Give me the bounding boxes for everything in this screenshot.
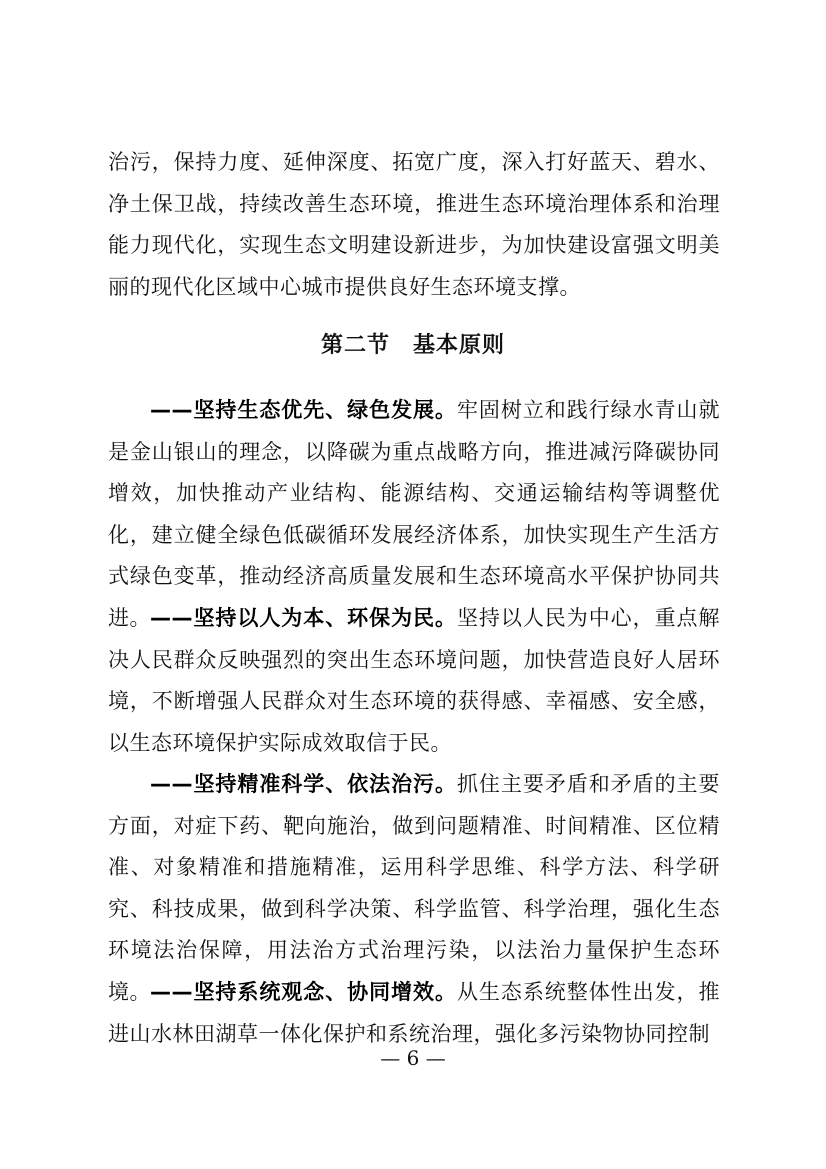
principle-lead-2: ——坚持以人为本、环保为民。 xyxy=(150,606,457,630)
section-heading: 第二节 基本原则 xyxy=(320,332,505,358)
page-number: — 6 — xyxy=(380,1046,446,1070)
principle-lead-1: ——坚持生态优先、绿色发展。 xyxy=(150,398,457,422)
principle-paragraph-2 xyxy=(108,598,720,764)
principle-lead-4: ——坚持系统观念、协同增效。 xyxy=(150,980,457,1004)
principle-paragraph-4 xyxy=(108,972,720,1055)
intro-paragraph: 治污，保持力度、延伸深度、拓宽广度，深入打好蓝天、碧水、净土保卫战，持续改善生态环境，推进生态环境治理体系和治理能力现代化，实现生态文明建设新进步，为加快建设富强文明美丽的现代化区域中心城市提供良好生态环境支撑。 xyxy=(108,150,720,299)
principle-text-4: 从生态系统整体性出发，推进山水林田湖草一体化保护和系统治理，强化多污染物协同控制 xyxy=(108,980,721,1046)
principle-lead-3: ——坚持精准科学、依法治污。 xyxy=(150,772,457,796)
principle-text-2: 坚持以人民为中心，重点解决人民群众反映强烈的突出生态环境问题，加快营造良好人居环境，不断增强人民群众对生态环境的获得感、幸福感、安全感，以生态环境保护实际成效取信于民。 xyxy=(108,606,721,755)
principle-text-1: 牢固树立和践行绿水青山就是金山银山的理念，以降碳为重点战略方向，推进减污降碳协同增效，加快推动产业结构、能源结构、交通运输结构等调整优化，建立健全绿色低碳循环发展经济体系，加快实现生产生活方式绿色变革，推动经济高质量发展和生态环境高水平保护协同共进。 xyxy=(108,398,721,630)
principle-text-3: 抓住主要矛盾和矛盾的主要方面，对症下药、靶向施治，做到问题精准、时间精准、区位精准、对象精准和措施精准，运用科学思维、科学方法、科学研究、科技成果，做到科学决策、科学监管、科学治理，强化生态环境法治保障，用法治方式治理污染，以法治力量保护生态环境。 xyxy=(108,772,721,1004)
